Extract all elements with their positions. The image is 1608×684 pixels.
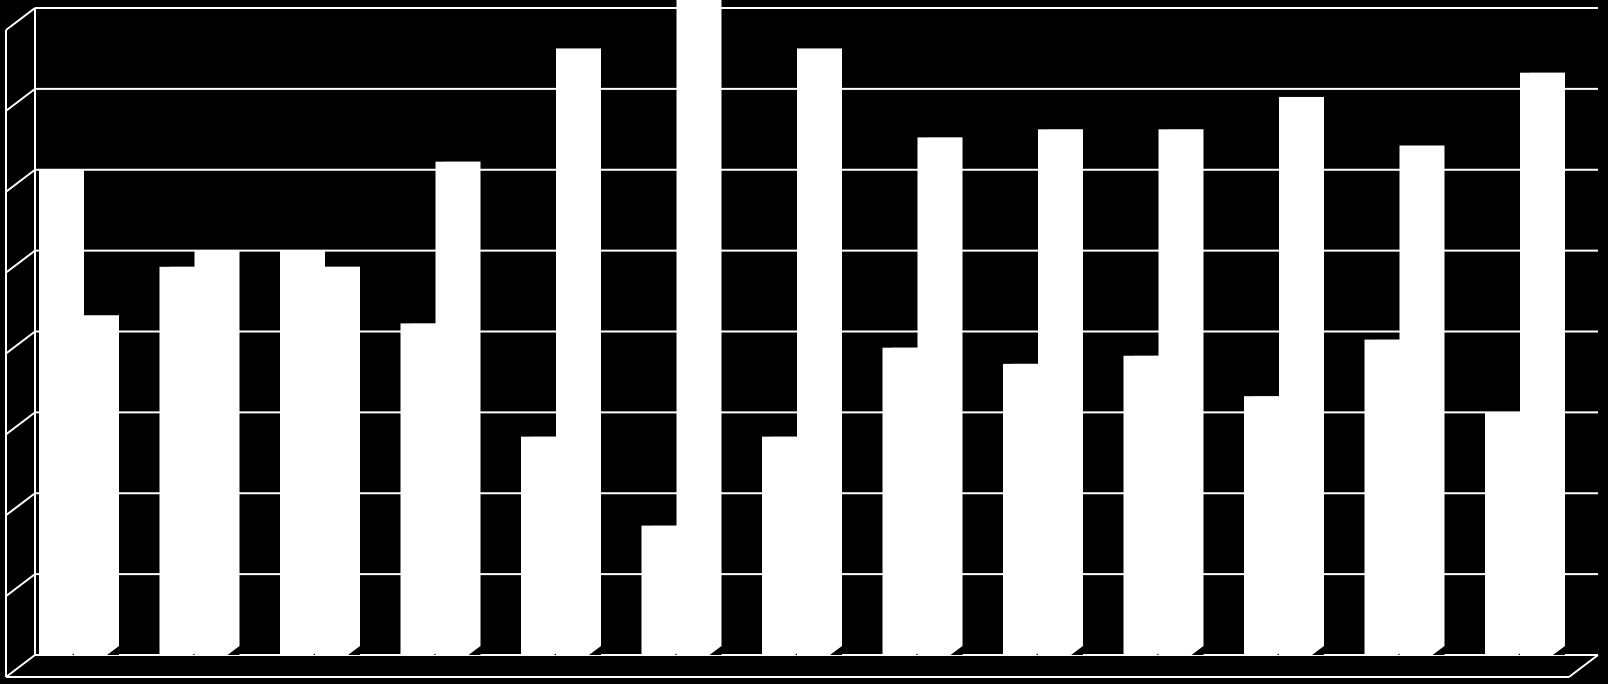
bar <box>1159 129 1204 655</box>
gridline-side <box>6 493 35 515</box>
gridline-side <box>6 655 35 677</box>
bar <box>1520 73 1565 655</box>
gridline-side <box>6 170 35 192</box>
bar <box>1038 129 1083 655</box>
bar <box>315 267 360 655</box>
bar <box>918 137 963 655</box>
bar <box>797 48 842 655</box>
gridline-side <box>6 8 35 30</box>
bar <box>1400 145 1445 655</box>
floor-right-edge <box>1569 655 1598 677</box>
bar <box>556 48 601 655</box>
gridline-side <box>6 574 35 596</box>
gridline-side <box>6 89 35 111</box>
gridline-side <box>6 332 35 354</box>
bar <box>1279 97 1324 655</box>
bar <box>677 0 722 655</box>
bar <box>436 162 481 655</box>
bar <box>195 251 240 655</box>
gridline-side <box>6 412 35 434</box>
bar <box>74 315 119 655</box>
gridline-side <box>6 251 35 273</box>
